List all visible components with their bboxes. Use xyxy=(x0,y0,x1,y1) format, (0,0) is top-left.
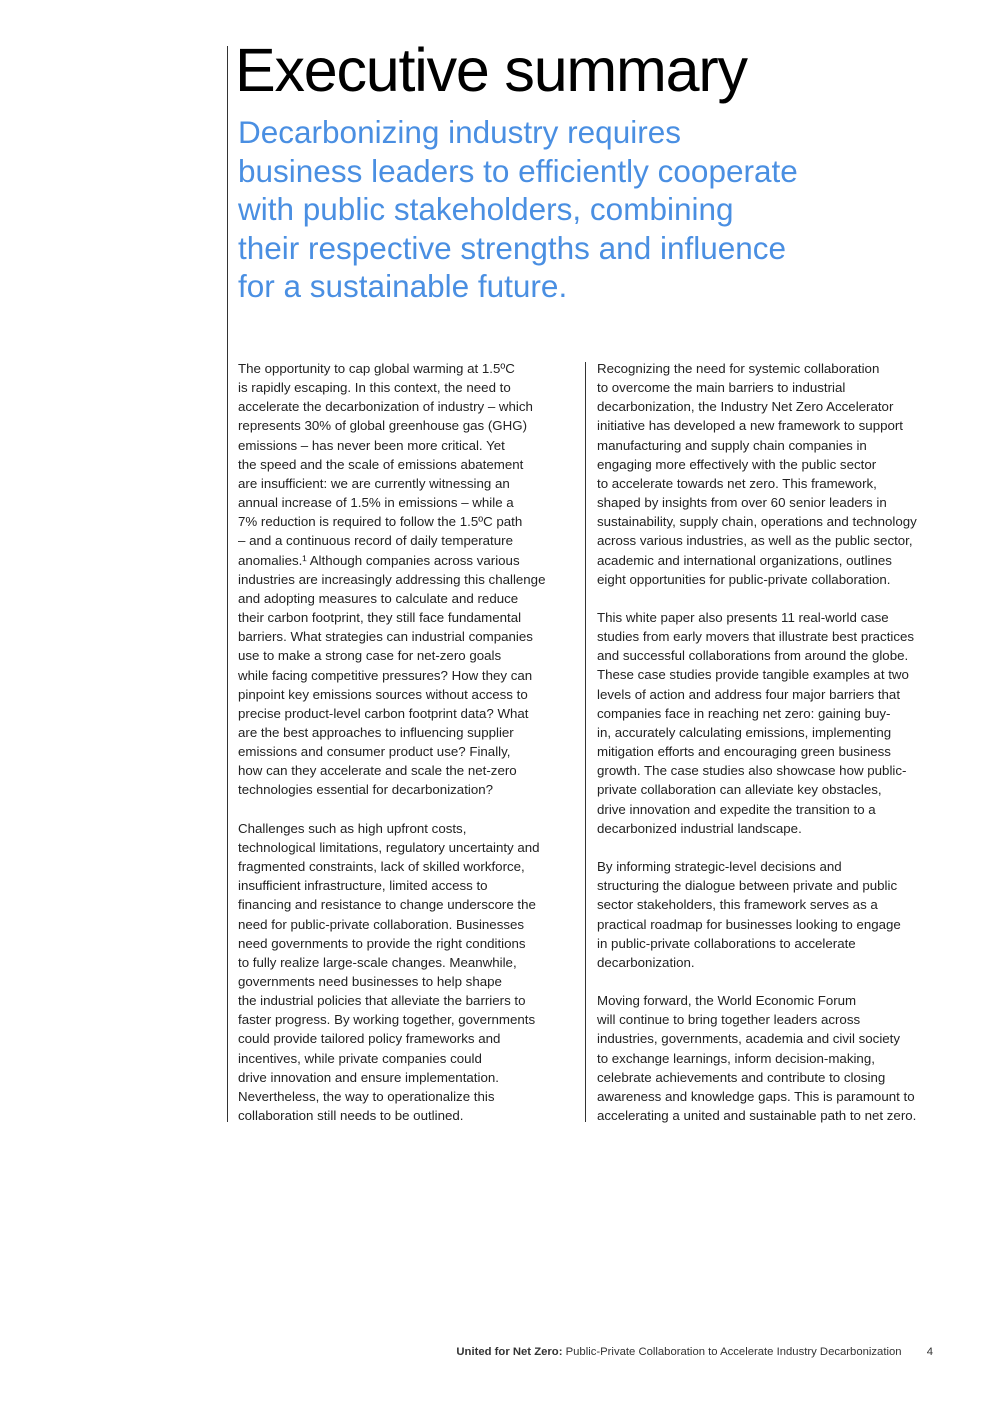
body-paragraph xyxy=(597,857,942,972)
body-line: sustainability, supply chain, operations and technology xyxy=(597,514,917,530)
body-line: incentives, while private companies could xyxy=(238,1050,482,1066)
subtitle-line: with public stakeholders, combining xyxy=(238,191,734,228)
body-line: Nevertheless, the way to operationalize this xyxy=(238,1088,495,1104)
body-line: sector stakeholders, this framework serves as a xyxy=(597,897,878,913)
body-line: By informing strategic-level decisions and xyxy=(597,859,842,875)
body-line: decarbonized industrial landscape. xyxy=(597,820,802,836)
footer-report-subtitle: Public-Private Collaboration to Accelerate Industry Decarbonization xyxy=(565,1346,902,1358)
body-line: to fully realize large-scale changes. Meanwhile, xyxy=(238,954,517,970)
body-line: private collaboration can alleviate key obstacles, xyxy=(597,782,882,798)
body-line: need for public-private collaboration. Businesses xyxy=(238,916,525,932)
body-line: is rapidly escaping. In this context, the need to xyxy=(238,380,511,396)
body-line: to accelerate towards net zero. This framework, xyxy=(597,475,877,491)
body-line: the speed and the scale of emissions abatement xyxy=(238,456,524,472)
left-text-column xyxy=(238,359,583,1144)
body-line: eight opportunities for public-private collaboration. xyxy=(597,571,891,587)
body-line: manufacturing and supply chain companies in xyxy=(597,437,867,453)
body-line: drive innovation and expedite the transition to a xyxy=(597,801,876,817)
body-line: companies face in reaching net zero: gaining buy- xyxy=(597,705,891,721)
body-line: 7% reduction is required to follow the 1.5ºC path xyxy=(238,514,523,530)
body-line: academic and international organizations, outlines xyxy=(597,552,892,568)
left-vertical-rule xyxy=(227,46,228,1122)
body-line: decarbonization. xyxy=(597,954,695,970)
body-line: Challenges such as high upfront costs, xyxy=(238,820,467,836)
body-line: need governments to provide the right conditions xyxy=(238,935,526,951)
body-line: practical roadmap for businesses looking to engage xyxy=(597,916,901,932)
body-line: mitigation efforts and encouraging green business xyxy=(597,744,891,760)
body-line: in public-private collaborations to accelerate xyxy=(597,935,856,951)
body-line: to overcome the main barriers to industrial xyxy=(597,380,846,396)
body-line: while facing competitive pressures? How they can xyxy=(238,667,533,683)
page-subtitle xyxy=(238,113,798,306)
page-footer xyxy=(456,1346,933,1358)
subtitle-line: for a sustainable future. xyxy=(238,268,568,305)
body-line: This white paper also presents 11 real-world case xyxy=(597,610,889,626)
body-line: are insufficient: we are currently witnessing an xyxy=(238,475,510,491)
body-line: industries, governments, academia and civil society xyxy=(597,1031,901,1047)
subtitle-line: business leaders to efficiently cooperate xyxy=(238,152,798,189)
body-line: emissions – has never been more critical. Yet xyxy=(238,437,505,453)
body-line: emissions and consumer product use? Finally, xyxy=(238,744,511,760)
right-text-column xyxy=(597,359,942,1144)
body-line: in, accurately calculating emissions, implementing xyxy=(597,724,892,740)
body-line: decarbonization, the Industry Net Zero Accelerator xyxy=(597,399,894,415)
body-line: growth. The case studies also showcase how public- xyxy=(597,763,907,779)
body-line: how can they accelerate and scale the net-zero xyxy=(238,763,517,779)
body-line: anomalies.¹ Although companies across various xyxy=(238,552,520,568)
body-line: pinpoint key emissions sources without access to xyxy=(238,686,528,702)
body-line: studies from early movers that illustrate best practices xyxy=(597,629,915,645)
page-title: Executive summary xyxy=(235,36,747,104)
body-line: and successful collaborations from around the globe. xyxy=(597,648,909,664)
body-paragraph xyxy=(597,359,942,589)
body-paragraph xyxy=(597,991,942,1125)
body-line: collaboration still needs to be outlined. xyxy=(238,1108,464,1124)
body-line: initiative has developed a new framework to support xyxy=(597,418,903,434)
body-paragraph xyxy=(238,359,583,800)
body-line: shaped by insights from over 60 senior leaders in xyxy=(597,495,887,511)
body-line: engaging more effectively with the public sector xyxy=(597,456,877,472)
body-line: the industrial policies that alleviate the barriers to xyxy=(238,993,526,1009)
body-paragraph xyxy=(238,819,583,1126)
body-line: technological limitations, regulatory uncertainty and xyxy=(238,839,540,855)
body-line: celebrate achievements and contribute to closing xyxy=(597,1069,886,1085)
body-line: insufficient infrastructure, limited access to xyxy=(238,878,488,894)
body-line: and adopting measures to calculate and reduce xyxy=(238,590,519,606)
body-line: drive innovation and ensure implementation. xyxy=(238,1069,499,1085)
body-line: to exchange learnings, inform decision-making, xyxy=(597,1050,875,1066)
body-line: The opportunity to cap global warming at 1.5ºC xyxy=(238,361,515,376)
column-divider-rule xyxy=(585,362,586,1122)
body-line: fragmented constraints, lack of skilled workforce, xyxy=(238,859,525,875)
body-line: accelerating a united and sustainable path to net zero. xyxy=(597,1108,917,1124)
body-paragraph xyxy=(597,608,942,838)
body-line: awareness and knowledge gaps. This is paramount to xyxy=(597,1088,915,1104)
body-line: their carbon footprint, they still face fundamental xyxy=(238,610,522,626)
body-line: financing and resistance to change underscore the xyxy=(238,897,536,913)
subtitle-line: Decarbonizing industry requires xyxy=(238,114,681,150)
body-line: These case studies provide tangible examples at two xyxy=(597,667,909,683)
body-line: annual increase of 1.5% in emissions – while a xyxy=(238,495,514,511)
body-line: represents 30% of global greenhouse gas (GHG) xyxy=(238,418,527,434)
body-line: precise product-level carbon footprint data? What xyxy=(238,705,529,721)
page-number: 4 xyxy=(926,1346,933,1358)
body-line: are the best approaches to influencing supplier xyxy=(238,724,514,740)
body-line: use to make a strong case for net-zero goals xyxy=(238,648,502,664)
body-line: Moving forward, the World Economic Forum xyxy=(597,993,857,1009)
body-line: barriers. What strategies can industrial companies xyxy=(238,629,533,645)
body-line: could provide tailored policy frameworks and xyxy=(238,1031,501,1047)
body-line: accelerate the decarbonization of industry – which xyxy=(238,399,533,415)
body-line: industries are increasingly addressing this challenge xyxy=(238,571,546,587)
body-line: structuring the dialogue between private and public xyxy=(597,878,898,894)
body-line: – and a continuous record of daily temperature xyxy=(238,533,513,549)
body-line: technologies essential for decarbonization? xyxy=(238,782,494,798)
footer-report-name: United for Net Zero: xyxy=(456,1346,563,1358)
body-line: governments need businesses to help shape xyxy=(238,973,502,989)
body-line: Recognizing the need for systemic collaboration xyxy=(597,361,880,376)
body-line: levels of action and address four major barriers that xyxy=(597,686,901,702)
body-line: will continue to bring together leaders across xyxy=(597,1012,861,1028)
body-line: across various industries, as well as the public sector, xyxy=(597,533,913,549)
subtitle-line: their respective strengths and influence xyxy=(238,229,787,266)
body-line: faster progress. By working together, governments xyxy=(238,1012,536,1028)
